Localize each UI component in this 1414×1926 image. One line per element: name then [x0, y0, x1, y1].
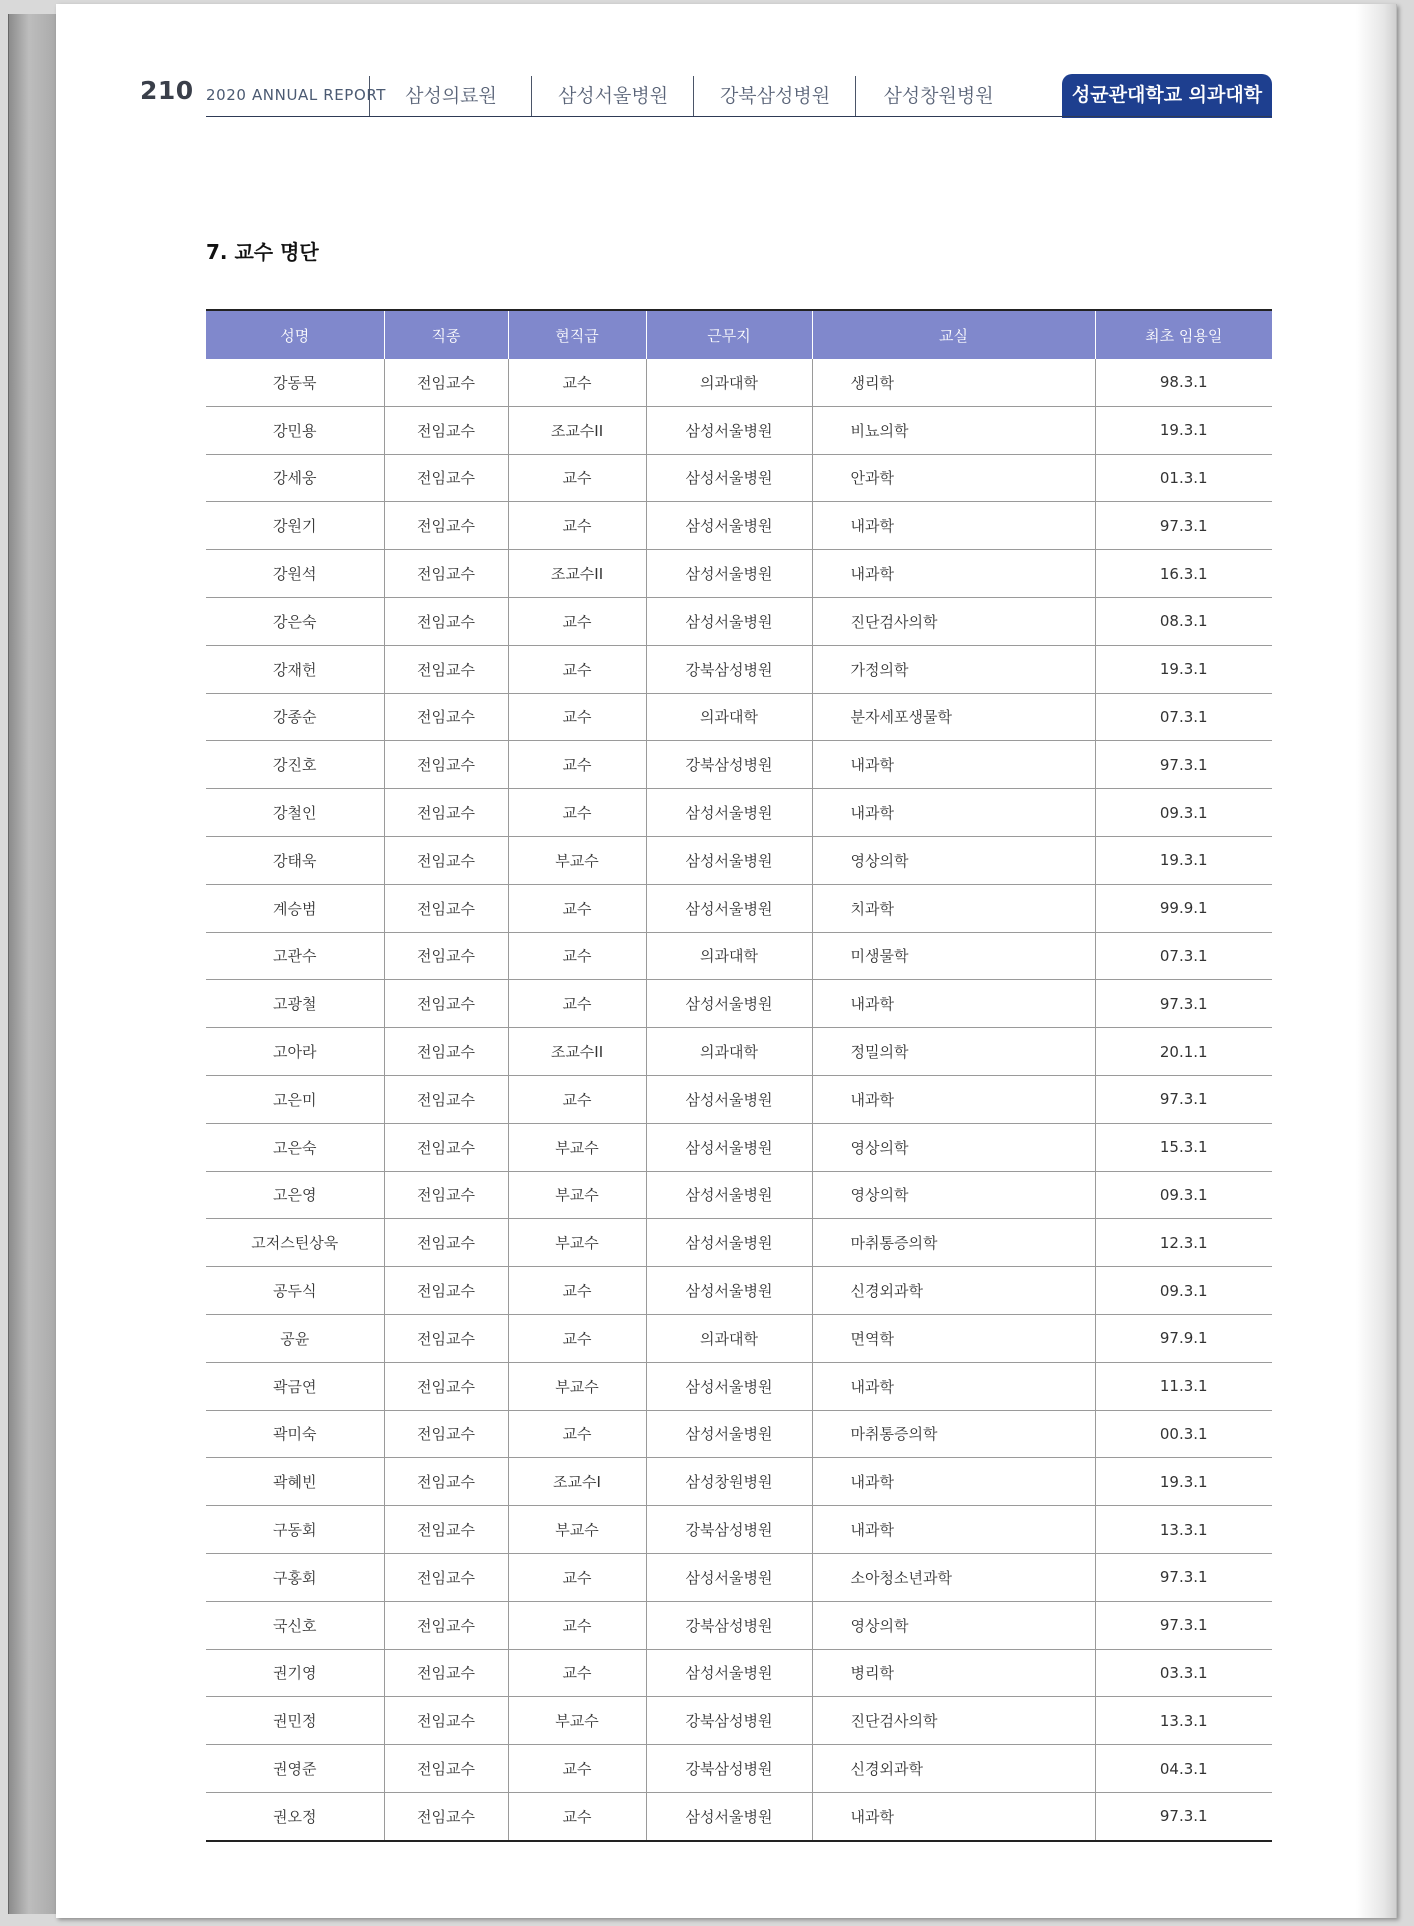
header-rule — [206, 116, 1272, 117]
cell-name: 고아라 — [206, 1028, 384, 1076]
cell-rank: 교수 — [508, 1410, 646, 1458]
cell-rank: 부교수 — [508, 1171, 646, 1219]
cell-job-type: 전임교수 — [384, 1123, 508, 1171]
table-row — [206, 1075, 1272, 1123]
cell-rank: 조교수II — [508, 1028, 646, 1076]
cell-name: 국신호 — [206, 1601, 384, 1649]
table-row — [206, 550, 1272, 598]
cell-name: 고관수 — [206, 932, 384, 980]
cell-job-type: 전임교수 — [384, 1362, 508, 1410]
cell-rank: 교수 — [508, 359, 646, 406]
cell-department: 진단검사의학 — [812, 597, 1095, 645]
cell-appointment-date: 01.3.1 — [1095, 454, 1272, 502]
column-header-name: 성명 — [206, 310, 384, 359]
cell-rank: 교수 — [508, 932, 646, 980]
cell-workplace: 강북삼성병원 — [646, 1506, 812, 1554]
cell-job-type: 전임교수 — [384, 1314, 508, 1362]
cell-name: 권오정 — [206, 1792, 384, 1840]
table-row — [206, 1649, 1272, 1697]
cell-appointment-date: 16.3.1 — [1095, 550, 1272, 598]
cell-workplace: 의과대학 — [646, 693, 812, 741]
cell-name: 강세웅 — [206, 454, 384, 502]
cell-job-type: 전임교수 — [384, 550, 508, 598]
cell-workplace: 삼성창원병원 — [646, 1458, 812, 1506]
cell-department: 내과학 — [812, 550, 1095, 598]
cell-rank: 교수 — [508, 502, 646, 550]
cell-department: 영상의학 — [812, 1123, 1095, 1171]
table-row — [206, 789, 1272, 837]
table-row — [206, 932, 1272, 980]
cell-department: 마취통증의학 — [812, 1219, 1095, 1267]
cell-department: 분자세포생물학 — [812, 693, 1095, 741]
cell-job-type: 전임교수 — [384, 1792, 508, 1840]
book-spine — [8, 14, 59, 1914]
cell-workplace: 삼성서울병원 — [646, 454, 812, 502]
cell-rank: 조교수II — [508, 550, 646, 598]
cell-name: 강동묵 — [206, 359, 384, 406]
cell-name: 강태욱 — [206, 836, 384, 884]
table-row — [206, 1553, 1272, 1601]
cell-appointment-date: 20.1.1 — [1095, 1028, 1272, 1076]
cell-appointment-date: 97.9.1 — [1095, 1314, 1272, 1362]
cell-job-type: 전임교수 — [384, 502, 508, 550]
cell-job-type: 전임교수 — [384, 454, 508, 502]
table-row — [206, 1123, 1272, 1171]
cell-name: 강철인 — [206, 789, 384, 837]
table-row — [206, 1219, 1272, 1267]
cell-workplace: 삼성서울병원 — [646, 1792, 812, 1840]
cell-rank: 교수 — [508, 1745, 646, 1793]
cell-appointment-date: 97.3.1 — [1095, 1553, 1272, 1601]
cell-name: 구동회 — [206, 1506, 384, 1554]
cell-workplace: 삼성서울병원 — [646, 836, 812, 884]
table-row — [206, 693, 1272, 741]
cell-appointment-date: 09.3.1 — [1095, 1267, 1272, 1315]
table-row — [206, 1028, 1272, 1076]
table-row — [206, 1267, 1272, 1315]
cell-rank: 교수 — [508, 454, 646, 502]
cell-name: 계승범 — [206, 884, 384, 932]
cell-department: 안과학 — [812, 454, 1095, 502]
cell-department: 신경외과학 — [812, 1745, 1095, 1793]
table-row — [206, 597, 1272, 645]
table-row — [206, 1410, 1272, 1458]
cell-workplace: 삼성서울병원 — [646, 1410, 812, 1458]
cell-appointment-date: 97.3.1 — [1095, 1075, 1272, 1123]
cell-name: 강재헌 — [206, 645, 384, 693]
cell-job-type: 전임교수 — [384, 597, 508, 645]
cell-name: 고저스틴상욱 — [206, 1219, 384, 1267]
cell-workplace: 삼성서울병원 — [646, 789, 812, 837]
table-row — [206, 1458, 1272, 1506]
cell-job-type: 전임교수 — [384, 884, 508, 932]
cell-appointment-date: 98.3.1 — [1095, 359, 1272, 406]
table-header-row — [206, 310, 1272, 359]
cell-appointment-date: 97.3.1 — [1095, 980, 1272, 1028]
table-row — [206, 502, 1272, 550]
cell-workplace: 삼성서울병원 — [646, 550, 812, 598]
cell-rank: 조교수II — [508, 406, 646, 454]
cell-department: 면역학 — [812, 1314, 1095, 1362]
cell-rank: 교수 — [508, 980, 646, 1028]
cell-rank: 교수 — [508, 1314, 646, 1362]
column-header-department: 교실 — [812, 310, 1095, 359]
table-row — [206, 1362, 1272, 1410]
cell-name: 강원기 — [206, 502, 384, 550]
cell-department: 비뇨의학 — [812, 406, 1095, 454]
cell-workplace: 강북삼성병원 — [646, 645, 812, 693]
cell-job-type: 전임교수 — [384, 836, 508, 884]
cell-name: 곽혜빈 — [206, 1458, 384, 1506]
page — [56, 4, 1397, 1918]
cell-appointment-date: 99.9.1 — [1095, 884, 1272, 932]
cell-name: 곽미숙 — [206, 1410, 384, 1458]
cell-appointment-date: 12.3.1 — [1095, 1219, 1272, 1267]
cell-department: 진단검사의학 — [812, 1697, 1095, 1745]
cell-workplace: 삼성서울병원 — [646, 980, 812, 1028]
cell-department: 내과학 — [812, 789, 1095, 837]
cell-name: 고은미 — [206, 1075, 384, 1123]
cell-rank: 교수 — [508, 1267, 646, 1315]
cell-job-type: 전임교수 — [384, 406, 508, 454]
cell-appointment-date: 19.3.1 — [1095, 836, 1272, 884]
book — [8, 4, 1400, 1918]
cell-appointment-date: 07.3.1 — [1095, 693, 1272, 741]
table-row — [206, 1601, 1272, 1649]
cell-rank: 부교수 — [508, 1506, 646, 1554]
cell-department: 신경외과학 — [812, 1267, 1095, 1315]
cell-rank: 부교수 — [508, 1123, 646, 1171]
table-row — [206, 741, 1272, 789]
cell-department: 내과학 — [812, 502, 1095, 550]
cell-appointment-date: 09.3.1 — [1095, 1171, 1272, 1219]
cell-name: 권민정 — [206, 1697, 384, 1745]
faculty-table — [206, 309, 1272, 1842]
cell-department: 정밀의학 — [812, 1028, 1095, 1076]
cell-rank: 교수 — [508, 693, 646, 741]
table-body — [206, 359, 1272, 1841]
cell-job-type: 전임교수 — [384, 932, 508, 980]
cell-workplace: 의과대학 — [646, 359, 812, 406]
page-edge — [1356, 4, 1396, 1918]
cell-job-type: 전임교수 — [384, 1171, 508, 1219]
cell-appointment-date: 08.3.1 — [1095, 597, 1272, 645]
cell-department: 내과학 — [812, 1506, 1095, 1554]
cell-job-type: 전임교수 — [384, 980, 508, 1028]
tab-samsung-medical-center[interactable]: 삼성의료원 — [369, 76, 532, 116]
report-title: 2020 ANNUAL REPORT — [206, 86, 387, 104]
cell-rank: 조교수I — [508, 1458, 646, 1506]
cell-job-type: 전임교수 — [384, 741, 508, 789]
cell-department: 마취통증의학 — [812, 1410, 1095, 1458]
table-row — [206, 406, 1272, 454]
cell-workplace: 의과대학 — [646, 1028, 812, 1076]
cell-workplace: 삼성서울병원 — [646, 1219, 812, 1267]
tab-samsung-changwon-hospital[interactable]: 삼성창원병원 — [855, 76, 1021, 116]
column-header-job-type: 직종 — [384, 310, 508, 359]
cell-rank: 부교수 — [508, 1697, 646, 1745]
cell-name: 강진호 — [206, 741, 384, 789]
cell-job-type: 전임교수 — [384, 1075, 508, 1123]
cell-job-type: 전임교수 — [384, 359, 508, 406]
cell-workplace: 삼성서울병원 — [646, 406, 812, 454]
cell-name: 강민용 — [206, 406, 384, 454]
cell-rank: 교수 — [508, 1792, 646, 1840]
cell-job-type: 전임교수 — [384, 1506, 508, 1554]
cell-appointment-date: 13.3.1 — [1095, 1697, 1272, 1745]
cell-department: 영상의학 — [812, 1171, 1095, 1219]
tab-kangbuk-samsung-hospital[interactable]: 강북삼성병원 — [693, 76, 856, 116]
cell-department: 치과학 — [812, 884, 1095, 932]
cell-workplace: 삼성서울병원 — [646, 1362, 812, 1410]
table-row — [206, 1792, 1272, 1840]
cell-workplace: 삼성서울병원 — [646, 1649, 812, 1697]
cell-workplace: 삼성서울병원 — [646, 1171, 812, 1219]
cell-name: 권기영 — [206, 1649, 384, 1697]
cell-name: 공윤 — [206, 1314, 384, 1362]
cell-appointment-date: 03.3.1 — [1095, 1649, 1272, 1697]
cell-job-type: 전임교수 — [384, 1267, 508, 1315]
cell-name: 강은숙 — [206, 597, 384, 645]
cell-department: 내과학 — [812, 1075, 1095, 1123]
cell-rank: 부교수 — [508, 1362, 646, 1410]
cell-workplace: 삼성서울병원 — [646, 502, 812, 550]
cell-department: 내과학 — [812, 741, 1095, 789]
cell-appointment-date: 11.3.1 — [1095, 1362, 1272, 1410]
cell-department: 병리학 — [812, 1649, 1095, 1697]
cell-department: 가정의학 — [812, 645, 1095, 693]
cell-name: 고은영 — [206, 1171, 384, 1219]
cell-job-type: 전임교수 — [384, 1553, 508, 1601]
cell-workplace: 삼성서울병원 — [646, 1267, 812, 1315]
cell-department: 내과학 — [812, 1792, 1095, 1840]
cell-job-type: 전임교수 — [384, 789, 508, 837]
cell-name: 곽금연 — [206, 1362, 384, 1410]
cell-department: 소아청소년과학 — [812, 1553, 1095, 1601]
cell-rank: 부교수 — [508, 1219, 646, 1267]
cell-workplace: 삼성서울병원 — [646, 884, 812, 932]
cell-job-type: 전임교수 — [384, 1745, 508, 1793]
table-row — [206, 454, 1272, 502]
cell-rank: 교수 — [508, 645, 646, 693]
section-title: 7. 교수 명단 — [206, 240, 319, 264]
cell-name: 강원석 — [206, 550, 384, 598]
table-row — [206, 1314, 1272, 1362]
cell-workplace: 의과대학 — [646, 932, 812, 980]
table-row — [206, 645, 1272, 693]
table-row — [206, 836, 1272, 884]
cell-department: 영상의학 — [812, 836, 1095, 884]
cell-rank: 교수 — [508, 1553, 646, 1601]
cell-department: 생리학 — [812, 359, 1095, 406]
cell-rank: 교수 — [508, 1649, 646, 1697]
table-row — [206, 980, 1272, 1028]
cell-appointment-date: 97.3.1 — [1095, 741, 1272, 789]
cell-appointment-date: 97.3.1 — [1095, 1792, 1272, 1840]
cell-rank: 교수 — [508, 741, 646, 789]
cell-workplace: 의과대학 — [646, 1314, 812, 1362]
cell-workplace: 강북삼성병원 — [646, 741, 812, 789]
cell-job-type: 전임교수 — [384, 1458, 508, 1506]
cell-appointment-date: 19.3.1 — [1095, 406, 1272, 454]
cell-name: 권영준 — [206, 1745, 384, 1793]
table-row — [206, 1171, 1272, 1219]
cell-workplace: 삼성서울병원 — [646, 1075, 812, 1123]
cell-rank: 교수 — [508, 1075, 646, 1123]
cell-job-type: 전임교수 — [384, 693, 508, 741]
cell-workplace: 삼성서울병원 — [646, 1553, 812, 1601]
table-row — [206, 1506, 1272, 1554]
cell-appointment-date: 04.3.1 — [1095, 1745, 1272, 1793]
cell-job-type: 전임교수 — [384, 1601, 508, 1649]
cell-rank: 교수 — [508, 1601, 646, 1649]
column-header-workplace: 근무지 — [646, 310, 812, 359]
cell-department: 내과학 — [812, 980, 1095, 1028]
cell-job-type: 전임교수 — [384, 1697, 508, 1745]
cell-name: 고광철 — [206, 980, 384, 1028]
cell-department: 내과학 — [812, 1458, 1095, 1506]
cell-job-type: 전임교수 — [384, 1410, 508, 1458]
cell-appointment-date: 97.3.1 — [1095, 502, 1272, 550]
cell-name: 구홍회 — [206, 1553, 384, 1601]
cell-job-type: 전임교수 — [384, 1649, 508, 1697]
cell-name: 공두식 — [206, 1267, 384, 1315]
cell-rank: 부교수 — [508, 836, 646, 884]
cell-job-type: 전임교수 — [384, 645, 508, 693]
cell-rank: 교수 — [508, 884, 646, 932]
cell-appointment-date: 19.3.1 — [1095, 1458, 1272, 1506]
cell-rank: 교수 — [508, 789, 646, 837]
cell-appointment-date: 15.3.1 — [1095, 1123, 1272, 1171]
cell-workplace: 강북삼성병원 — [646, 1745, 812, 1793]
page-number: 210 — [140, 76, 194, 105]
cell-department: 내과학 — [812, 1362, 1095, 1410]
column-header-appointment-date: 최초 임용일 — [1095, 310, 1272, 359]
cell-rank: 교수 — [508, 597, 646, 645]
column-header-rank: 현직급 — [508, 310, 646, 359]
table-row — [206, 359, 1272, 406]
cell-workplace: 삼성서울병원 — [646, 597, 812, 645]
table-row — [206, 1697, 1272, 1745]
cell-appointment-date: 00.3.1 — [1095, 1410, 1272, 1458]
cell-department: 미생물학 — [812, 932, 1095, 980]
cell-department: 영상의학 — [812, 1601, 1095, 1649]
tab-samsung-seoul-hospital[interactable]: 삼성서울병원 — [531, 76, 694, 116]
cell-appointment-date: 19.3.1 — [1095, 645, 1272, 693]
cell-job-type: 전임교수 — [384, 1219, 508, 1267]
cell-appointment-date: 07.3.1 — [1095, 932, 1272, 980]
cell-job-type: 전임교수 — [384, 1028, 508, 1076]
cell-workplace: 강북삼성병원 — [646, 1697, 812, 1745]
cell-appointment-date: 09.3.1 — [1095, 789, 1272, 837]
table-row — [206, 884, 1272, 932]
cell-appointment-date: 13.3.1 — [1095, 1506, 1272, 1554]
cell-appointment-date: 97.3.1 — [1095, 1601, 1272, 1649]
cell-name: 강종순 — [206, 693, 384, 741]
tab-skku-medical-school[interactable]: 성균관대학교 의과대학 — [1062, 74, 1272, 118]
table-row — [206, 1745, 1272, 1793]
cell-workplace: 강북삼성병원 — [646, 1601, 812, 1649]
cell-name: 고은숙 — [206, 1123, 384, 1171]
cell-workplace: 삼성서울병원 — [646, 1123, 812, 1171]
